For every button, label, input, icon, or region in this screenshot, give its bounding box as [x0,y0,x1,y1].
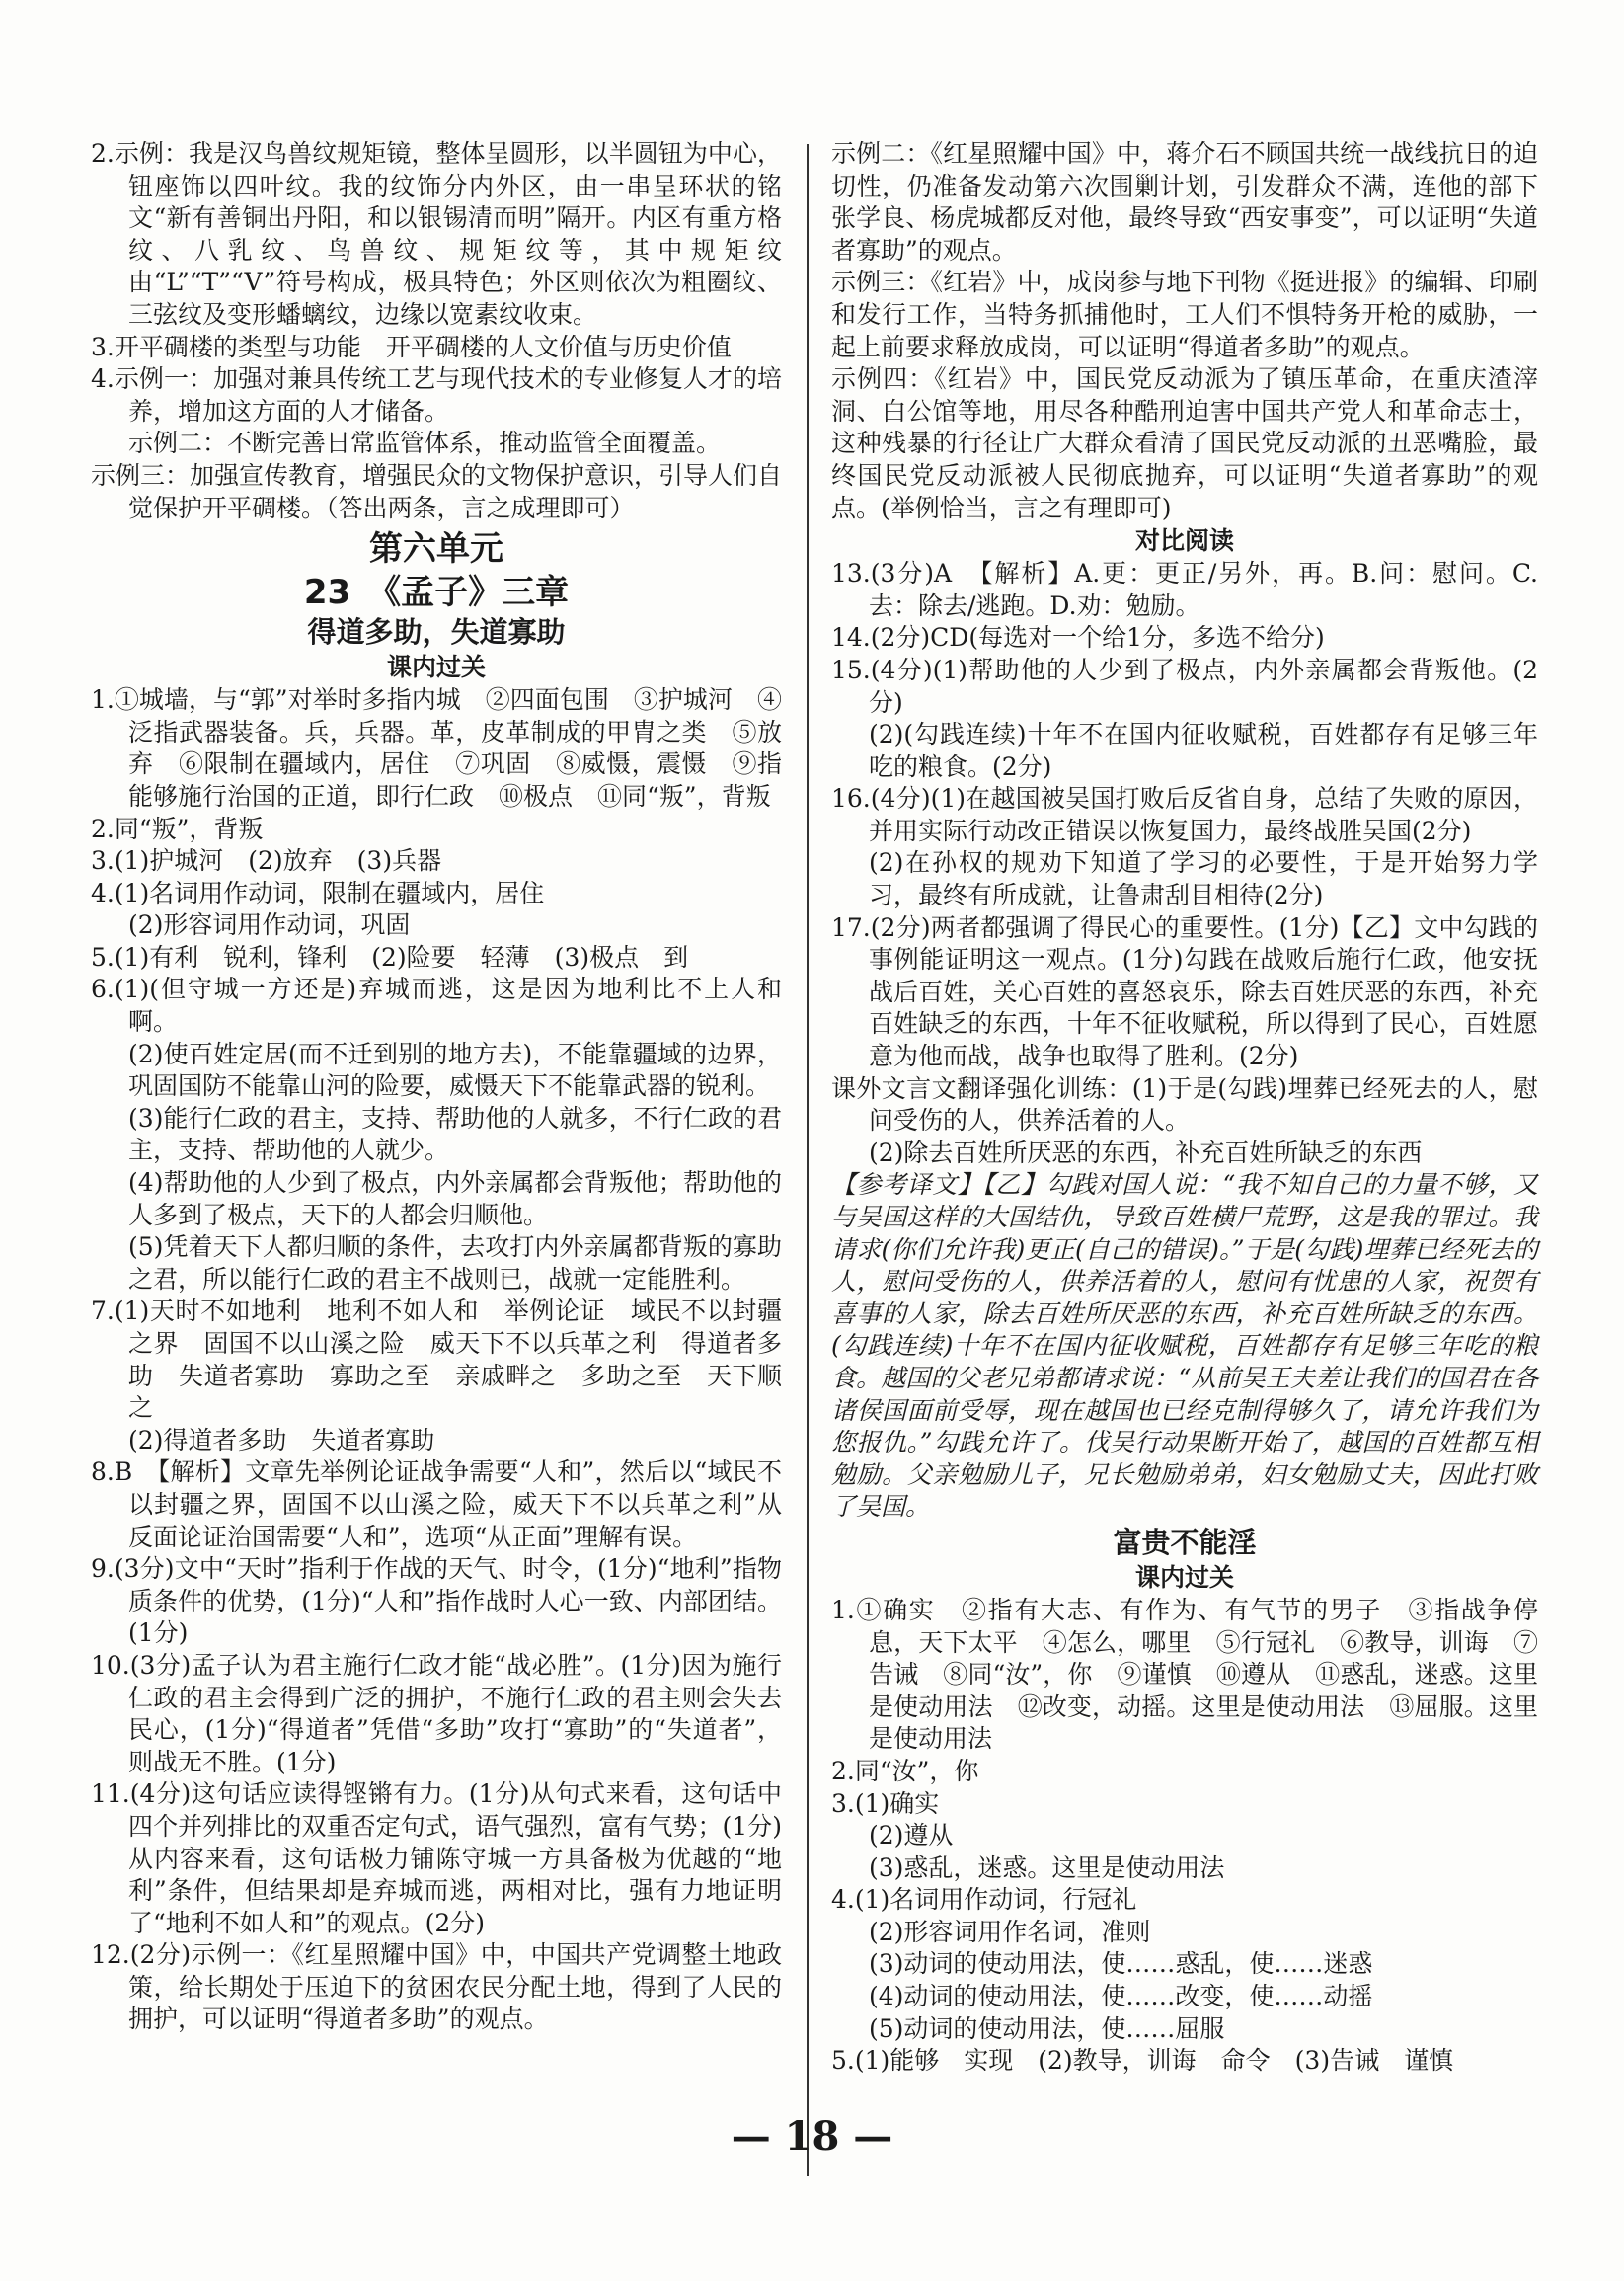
answer-paragraph: (2)遵从 [869,1821,954,1850]
section-heading: 对比阅读 [1134,526,1234,556]
subtitle: 得道多助，失道寡助 [307,615,566,650]
answer-paragraph: 7.(1)天时不如地利 地利不如人和 举例论证 域民不以封疆之界 固国不以山溪之险 威天下不以兵革之利 得道者多助 失道者寡助 寡助之至 亲戚畔之 多助之至 天下顺之 [91,1297,782,1423]
answer-paragraph: (5)动词的使动用法，使……屈服 [869,2013,1225,2043]
answer-paragraph: 4.(1)名词用作动词，行冠礼 [831,1885,1137,1915]
page-number: — 18 — [731,2113,893,2160]
answer-paragraph: 6.(1)(但守城一方还是)弃城而逃，这是因为地利比不上人和啊。 [91,975,782,1037]
answer-paragraph: 5.(1)能够 实现 (2)教导，训诲 命令 (3)告诫 谨慎 [831,2046,1454,2076]
answer-paragraph: 课外文言文翻译强化训练：(1)于是(勾践)埋葬已经死去的人，慰问受伤的人，供养活着的人。 [831,1073,1538,1136]
answer-paragraph: 2.同“汝”，你 [831,1756,979,1785]
section-heading: 课内过关 [386,653,486,682]
answer-paragraph: (4)帮助他的人少到了极点，内外亲属都会背叛他；帮助他的人多到了极点，天下的人都会归顺他。 [128,1168,782,1229]
answer-paragraph: 8.B 【解析】文章先举例论证战争需要“人和”，然后以“域民不以封疆之界，固国不以山溪之险，威天下不以兵革之利”从反面论证治国需要“人和”，选项“从正面”理解有误。 [91,1457,782,1551]
answer-paragraph: (3)能行仁政的君主，支持、帮助他的人就多，不行仁政的君主，支持、帮助他的人就少。 [128,1103,782,1165]
answer-paragraph: 1.①确实 ②指有大志、有作为、有气节的男子 ③指战争停息，天下太平 ④怎么，哪里 ⑤行冠礼 ⑥教导，训诲 ⑦告诫 ⑧同“汝”，你 ⑨谨慎 ⑩遵从 ⑪惑乱，迷惑。这里是使动用法 ⑫改变，动摇。这里是使动用法 ⑬屈服。这里是使动用法 [831,1595,1538,1754]
answer-paragraph: 9.(3分)文中“天时”指利于作战的天气、时令，(1分)“地利”指物质条件的优势，(1分)“人和”指作战时人心一致、内部团结。(1分) [91,1554,782,1648]
answer-paragraph: (4)动词的使动用法，使……改变，使……动摇 [869,1982,1373,2011]
answer-paragraph: 17.(2分)两者都强调了得民心的重要性。(1分)【乙】文中勾践的事例能证明这一观点。(1分)勾践在战败后施行仁政，他安抚战后百姓，关心百姓的喜怒哀乐，除去百姓厌恶的东西，补充百姓缺乏的东西，十年不征收赋税，所以得到了民心，百姓愿意为他而战，战争也取得了胜利。(2分) [831,912,1538,1071]
answer-paragraph: (2)形容词用作名词，准则 [869,1917,1151,1946]
right-column [831,138,1538,2078]
answer-paragraph: 4.示例一：加强对兼具传统工艺与现代技术的专业修复人才的培养，增加这方面的人才储备。 [91,364,782,426]
answer-paragraph: 示例三：《红岩》中，成岗参与地下刊物《挺进报》的编辑、印刷和发行工作，当特务抓捕他时，工人们不惧特务开枪的威胁，一起上前要求释放成岗，可以证明“得道者多助”的观点。 [831,268,1538,361]
answer-paragraph: 3.开平碉楼的类型与功能 开平碉楼的人文价值与历史价值 [91,332,732,361]
reference-translation: 【参考译文】【乙】勾践对国人说：“我不知自己的力量不够，又与吴国这样的大国结仇，导致百姓横尸荒野，这是我的罪过。我请求(你们允许我)更正(自己的错误)。”于是(勾践)埋葬已经死去的人，慰问受伤的人，供养活着的人，慰问有忧患的人家，祝贺有喜事的人家，除去百姓所厌恶的东西，补充百姓所缺乏的东西。(勾践连续)十年不在国内征收赋税，百姓都存有足够三年吃的粮食。越国的父老兄弟都请求说：“从前吴王夫差让我们的国君在各诸侯国面前受辱，现在越国也已经克制得够久了，请允许我们为您报仇。”勾践允许了。伐吴行动果断开始了，越国的百姓都互相勉励。父亲勉励儿子，兄长勉励弟弟，妇女勉励丈夫，因此打败了吴国。 [831,1170,1538,1522]
answer-paragraph: (2)使百姓定居(而不迁到别的地方去)，不能靠疆域的边界，巩固国防不能靠山河的险要，威慑天下不能靠武器的锐利。 [128,1039,782,1101]
answer-paragraph: 示例二：《红星照耀中国》中，蒋介石不顾国共统一战线抗日的迫切性，仍准备发动第六次围剿计划，引发群众不满，连他的部下张学良、杨虎城都反对他，最终导致“西安事变”，可以证明“失道者寡助”的观点。 [831,139,1538,265]
answer-paragraph: 5.(1)有利 锐利，锋利 (2)险要 轻薄 (3)极点 到 [91,942,689,972]
left-column [91,138,782,2036]
section-heading: 课内过关 [1134,1562,1234,1592]
answer-paragraph: (3)惑乱，迷惑。这里是使动用法 [869,1852,1225,1882]
answer-paragraph: 2.同“叛”，背叛 [91,814,264,843]
answer-paragraph: (2)(勾践连续)十年不在国内征收赋税，百姓都存有足够三年吃的粮食。(2分) [869,720,1538,781]
answer-paragraph: (3)动词的使动用法，使……惑乱，使……迷惑 [869,1949,1373,1979]
answer-paragraph: (2)得道者多助 失道者寡助 [128,1425,435,1455]
answer-paragraph: 示例四：《红岩》中，国民党反动派为了镇压革命，在重庆渣滓洞、白公馆等地，用尽各种酷刑迫害中国共产党人和革命志士，这种残暴的行径让广大群众看清了国民党反动派的丑恶嘴脸，最终国民党反动派被人民彻底抛弃，可以证明“失道者寡助”的观点。(举例恰当，言之有理即可) [831,364,1538,522]
subtitle: 富贵不能淫 [1113,1525,1257,1559]
answer-paragraph: 3.(1)确实 [831,1788,940,1818]
answer-paragraph: 11.(4分)这句话应读得铿锵有力。(1分)从句式来看，这句话中四个并列排比的双重否定句式，语气强烈，富有气势；(1分)从内容来看，这句话极力铺陈守城一方具备极为优越的“地利”条件，但结果却是弃城而逃，两相对比，强有力地证明了“地利不如人和”的观点。(2分) [91,1779,782,1937]
answer-paragraph: 16.(4分)(1)在越国被吴国打败后反省自身，总结了失败的原因，并用实际行动改正错误以恢复国力，最终战胜吴国(2分) [831,784,1538,845]
answer-paragraph: 14.(2分)CD(每选对一个给1分，多选不给分) [831,623,1325,653]
answer-paragraph: 4.(1)名词用作动词，限制在疆域内，居住 [91,878,545,907]
answer-paragraph: 3.(1)护城河 (2)放弃 (3)兵器 [91,846,442,876]
answer-paragraph: (2)形容词用作动词，巩固 [128,910,411,940]
answer-paragraph: 10.(3分)孟子认为君主施行仁政才能“战必胜”。(1分)因为施行仁政的君主会得到广泛的拥护，不施行仁政的君主则会失去民心，(1分)“得道者”凭借“多助”攻打“寡助”的“失道者”，则战无不胜。(1分) [91,1650,782,1776]
answer-paragraph: 示例三：加强宣传教育，增强民众的文物保护意识，引导人们自觉保护开平碉楼。（答出两条，言之成理即可） [91,460,783,522]
answer-paragraph: 12.(2分)示例一：《红星照耀中国》中，中国共产党调整土地政策，给长期处于压迫下的贫困农民分配土地，得到了人民的拥护，可以证明“得道者多助”的观点。 [91,1940,782,2034]
unit-title: 第六单元 [369,529,503,570]
answer-paragraph: 1.①城墙，与“郭”对举时多指内城 ②四面包围 ③护城河 ④泛指武器装备。兵，兵器。革，皮革制成的甲胄之类 ⑤放弃 ⑥限制在疆域内，居住 ⑦巩固 ⑧威慑，震慑 ⑨指能够施行治国的正道，即行仁政 ⑩极点 ⑪同“叛”，背叛 [91,685,782,811]
answer-paragraph: (5)凭着天下人都归顺的条件，去攻打内外亲属都背叛的寡助之君，所以能行仁政的君主不战则已，战就一定能胜利。 [128,1232,782,1294]
answer-paragraph: (2)除去百姓所厌恶的东西，补充百姓所缺乏的东西 [869,1138,1423,1167]
answer-paragraph: 15.(4分)(1)帮助他的人少到了极点，内外亲属都会背叛他。(2分) [831,655,1538,717]
answer-paragraph: 示例二：不断完善日常监管体系，推动监管全面覆盖。 [128,429,722,458]
lesson-title: 23 《孟子》三章 [303,573,570,613]
answer-paragraph: (2)在孙权的规劝下知道了学习的必要性，于是开始努力学习，最终有所成就，让鲁肃刮目相待(2分) [869,848,1538,910]
answer-paragraph: 2.示例：我是汉鸟兽纹规矩镜，整体呈圆形，以半圆钮为中心，钮座饰以四叶纹。我的纹饰分内外区，由一串呈环状的铭文“新有善铜出丹阳，和以银锡清而明”隔开。内区有重方格纹、八乳纹、鸟兽纹、规矩纹等，其中规矩纹由“L”“T”“V”符号构成，极具特色；外区则依次为粗圈纹、三弦纹及变形蟠螭纹，边缘以宽素纹收束。 [91,139,782,329]
column-divider [807,144,809,2176]
answer-paragraph: 13.(3分)A 【解析】A.更：更正/另外，再。B.问：慰问。C.去：除去/逃跑。D.劝：勉励。 [831,559,1538,620]
